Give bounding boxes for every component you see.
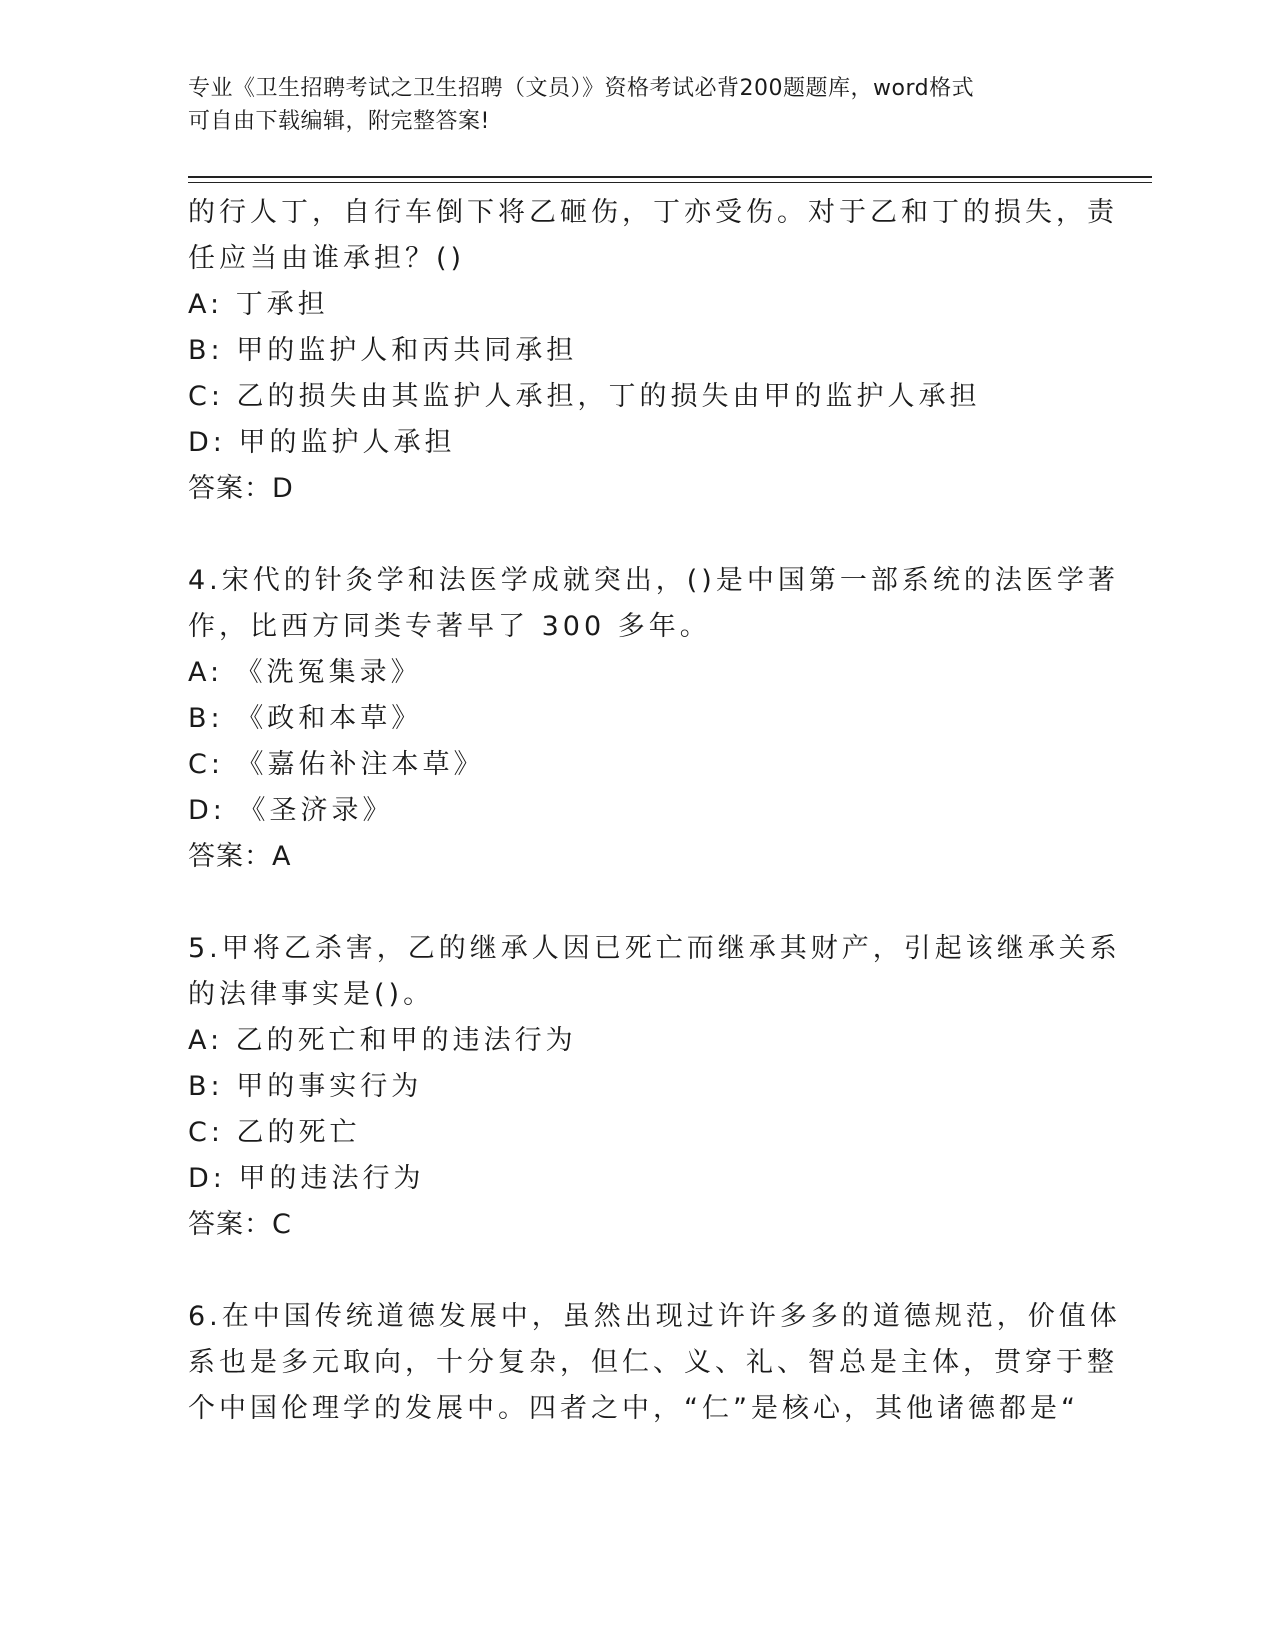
option-d: D: 甲的违法行为 (188, 1163, 425, 1194)
question-stem-line: 作，比西方同类专著早了 300 多年。 (188, 611, 711, 642)
header-title-line-2: 可自由下载编辑，附完整答案! (188, 109, 490, 134)
question-stem-line: 6.在中国传统道德发展中，虽然出现过许许多多的道德规范，价值体 (188, 1301, 1121, 1332)
option-d: D: 《圣济录》 (188, 795, 394, 826)
question-6 (188, 1294, 1121, 1432)
option-a: A: 《洗冤集录》 (188, 657, 422, 688)
option-b: B: 甲的监护人和丙共同承担 (188, 335, 578, 366)
answer-line: 答案：D (188, 473, 294, 504)
question-stem-line: 个中国伦理学的发展中。四者之中，“仁”是核心，其他诸德都是“ (188, 1393, 1079, 1424)
answer-line: 答案：A (188, 841, 292, 872)
question-stem-line: 4.宋代的针灸学和法医学成就突出，()是中国第一部系统的法医学著 (188, 565, 1119, 596)
question-spacer (188, 880, 1088, 926)
question-spacer (188, 1248, 1088, 1294)
question-stem-line: 的行人丁，自行车倒下将乙砸伤，丁亦受伤。对于乙和丁的损失，责 (188, 197, 1118, 228)
option-a: A: 乙的死亡和甲的违法行为 (188, 1025, 577, 1056)
question-stem-line: 的法律事实是()。 (188, 979, 435, 1010)
question-4 (188, 558, 1119, 880)
question-list (188, 190, 1121, 1432)
option-c: C: 乙的死亡 (188, 1117, 361, 1148)
header-title-line-1: 专业《卫生招聘考试之卫生招聘（文员）》资格考试必背200题题库，word格式 (188, 76, 975, 101)
header-divider-thick (188, 176, 1152, 178)
header-divider-thin (188, 182, 1152, 183)
question-3-continued (188, 190, 1118, 512)
page-header (188, 72, 1068, 138)
option-a: A: 丁承担 (188, 289, 329, 320)
question-5 (188, 926, 1121, 1248)
question-stem-line: 任应当由谁承担？() (188, 243, 466, 274)
answer-line: 答案：C (188, 1209, 292, 1240)
option-c: C: 乙的损失由其监护人承担，丁的损失由甲的监护人承担 (188, 381, 981, 412)
question-stem-line: 5.甲将乙杀害，乙的继承人因已死亡而继承其财产，引起该继承关系 (188, 933, 1121, 964)
option-b: B: 《政和本草》 (188, 703, 423, 734)
option-b: B: 甲的事实行为 (188, 1071, 423, 1102)
option-c: C: 《嘉佑补注本草》 (188, 749, 485, 780)
question-spacer (188, 512, 1088, 558)
option-d: D: 甲的监护人承担 (188, 427, 456, 458)
question-stem-line: 系也是多元取向，十分复杂，但仁、义、礼、智总是主体，贯穿于整 (188, 1347, 1118, 1378)
